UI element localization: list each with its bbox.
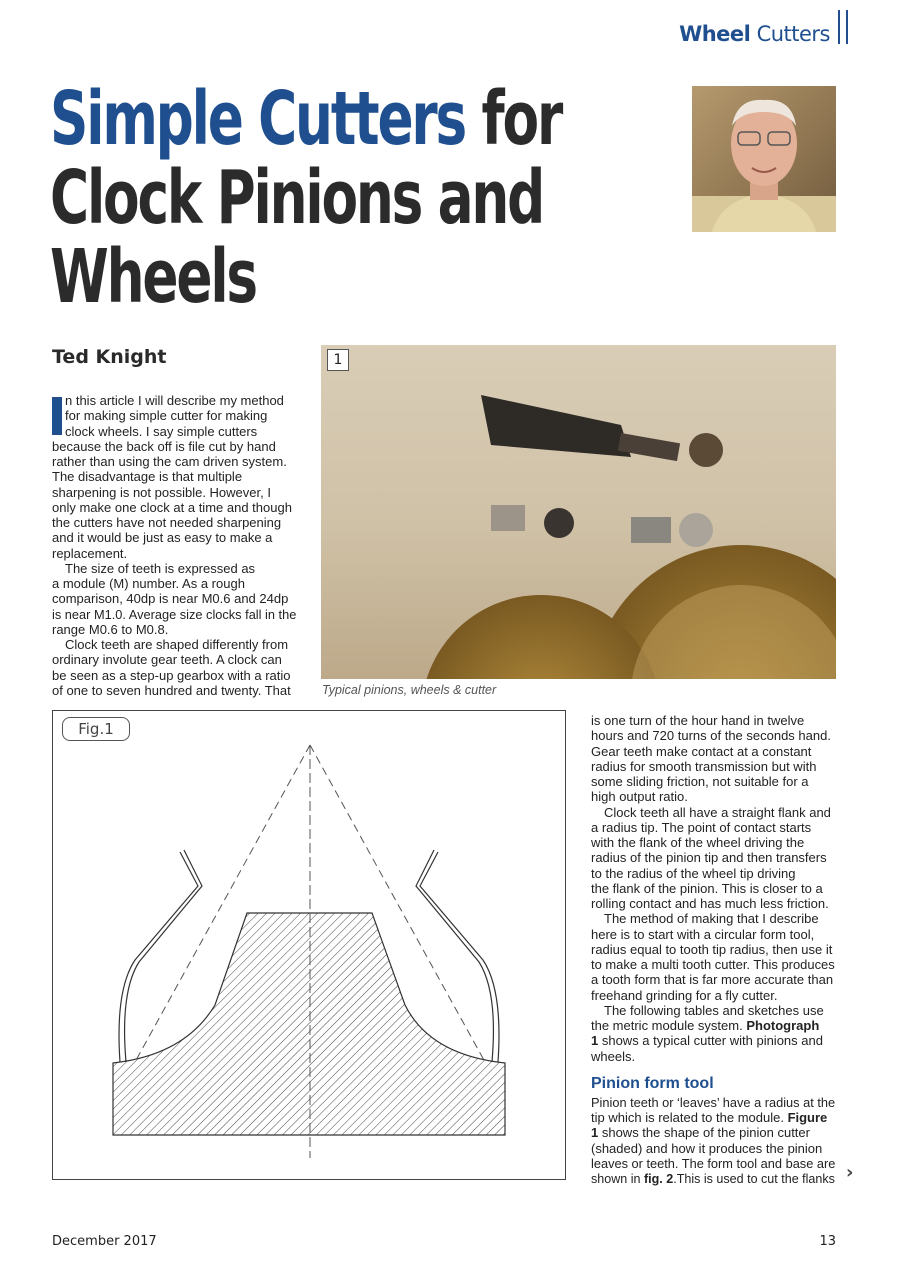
text-line [591,1171,835,1186]
text-line: and it would be just as easy to make a [52,530,273,546]
text-line: to the radius of the wheel tip driving [591,865,796,881]
right-column-text [591,713,836,1186]
left-column-text [52,393,297,698]
text-line: because the back off is file cut by hand [52,438,276,454]
text-line: radius equal to tooth tip radius, then use it [591,941,833,957]
spacer [591,1064,836,1073]
text-line: be seen as a step-up gearbox with a ratio [52,667,291,683]
text-line: (shaded) and how it produces the pinion [591,1140,823,1156]
bold-reference: Photograph [746,1018,820,1033]
text-line: Clock teeth all have a straight flank and [604,804,831,820]
text-line: comparison, 40dp is near M0.6 and 24dp [52,591,289,607]
text-line: some sliding friction, not suitable for a [591,774,809,789]
text-line: The method of making that I describe [604,911,819,927]
text-line: n this article I will describe my method [65,393,284,408]
text-line: hours and 720 turns of the seconds hand. [591,728,831,744]
text-line: Clock teeth are shaped differently from [65,637,289,652]
text-line: a tooth form that is far more accurate than [591,972,834,988]
section-heading: Pinion form tool [591,1074,714,1092]
author-portrait [692,86,836,232]
figure-1-diagram [52,710,566,1180]
text-line [591,1110,827,1125]
photo-number-badge: 1 [327,349,349,371]
section-kicker-rest: Cutters [756,22,830,46]
text-line: radius of the pinion tip and then transfers [591,850,827,866]
section-bars-decoration [838,10,848,44]
text-line: rolling contact and has much less friction. [591,896,829,911]
text-span: shows the shape of the pinion cutter [598,1125,810,1141]
text-line: freehand grinding for a fly cutter. [591,987,778,1003]
text-line: is one turn of the hour hand in twelve [591,713,805,728]
text-line: The following tables and sketches use [604,1002,824,1018]
bold-reference: 1 [591,1033,599,1049]
text-line: for making simple cutter for making [65,408,268,424]
title-highlight: Simple Cutters [50,76,466,162]
text-line: a module (M) number. As a rough [52,576,245,591]
text-line: with the flank of the wheel driving the [591,835,805,850]
text-line: radius for smooth transmission but with [591,758,817,774]
text-line [591,1018,819,1033]
text-line: to make a multi tooth cutter. This produces [591,957,835,972]
text-line: Gear teeth make contact at a constant [591,743,812,759]
text-line: of one to seven hundred and twenty. That [52,682,291,698]
text-line: wheels. [591,1048,636,1064]
text-line: Pinion teeth or ‘leaves’ have a radius at the [591,1094,836,1110]
article-title [50,76,562,320]
pinion-cutter-shaded-shape [113,913,505,1135]
text-line: The disadvantage is that multiple [52,469,243,485]
section-kicker [679,22,830,46]
photo-caption: Typical pinions, wheels & cutter [322,683,497,697]
text-line: replacement. [52,545,128,561]
figure-label: Fig.1 [62,717,130,741]
text-line: the flank of the pinion. This is closer to a [591,880,823,896]
title-line1-rest: for [465,76,562,162]
text-span: tip which is related to the module. [591,1110,788,1125]
text-line: The size of teeth is expressed as [65,560,256,576]
text-line: a radius tip. The point of contact starts [591,819,812,835]
text-span: shows a typical cutter with pinions and [598,1033,823,1049]
next-page-chevron-icon[interactable]: › [846,1162,854,1183]
title-line3: Wheels [50,234,256,320]
text-span: the metric module system. [591,1018,747,1033]
bold-reference: 1 [591,1125,599,1141]
text-span: shown in [591,1171,644,1186]
photograph-pinions-wheels-cutter [321,345,836,679]
text-line: range M0.6 to M0.8. [52,621,169,637]
text-line: the cutters have not needed sharpening [52,515,282,530]
section-kicker-bold: Wheel [679,22,751,46]
bold-reference: Figure [787,1110,828,1125]
text-line: only make one clock at a time and though [52,499,292,515]
text-line [591,1125,810,1140]
text-line [591,1033,823,1048]
issue-date: December 2017 [52,1234,157,1249]
text-line: is near M1.0. Average size clocks fall in the [52,606,297,622]
text-line: sharpening is not possible. However, I [52,484,271,500]
text-span: .This is used to cut the flanks [673,1171,835,1186]
text-line: leaves or teeth. The form tool and base are [591,1155,836,1171]
page-number: 13 [819,1234,836,1249]
title-line2: Clock Pinions and [50,155,544,241]
author-byline: Ted Knight [52,346,167,368]
text-line: high output ratio. [591,789,688,805]
text-line: ordinary involute gear teeth. A clock can [52,652,282,668]
text-line: rather than using the cam driven system. [52,454,287,469]
text-line: clock wheels. I say simple cutters [65,423,258,439]
bold-reference: fig. 2 [643,1171,674,1186]
text-line: here is to start with a circular form tool, [591,926,815,942]
